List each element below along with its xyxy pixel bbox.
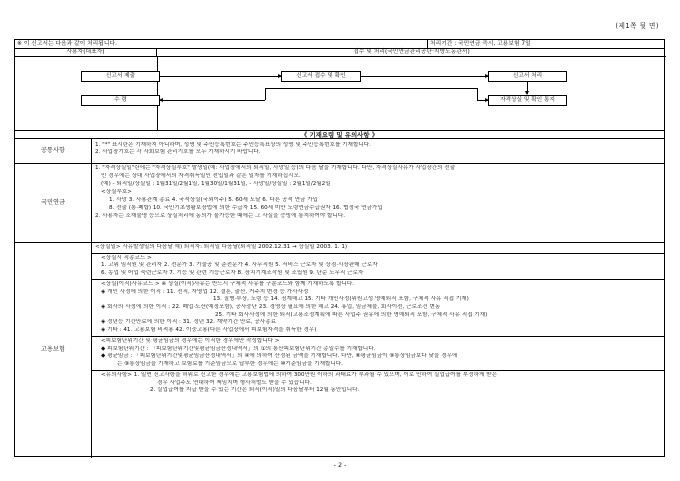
processing-notice: ※ 이 신고서는 다음과 같이 처리됩니다.	[17, 41, 117, 47]
flow-notify-box: 자격상실 및 확인 통지	[488, 95, 567, 106]
pension-line-2: 인 경우에는 상대 사업장에서의 자격취득일인 전입일과 같은 일자를 기재하십시오.	[101, 172, 301, 179]
emp-reason-company-2: 25. 기타 회사사정에 의한 퇴직(고용조정계획에 따른 사업주 권유에 의한 명예퇴직 포함, 구체적 사유 직접 기재)	[215, 311, 488, 318]
flow-receive-box: 수 령	[81, 95, 160, 106]
flow-arrow-left-icon	[160, 100, 265, 101]
processing-header	[15, 40, 664, 49]
emp-insured-period-heading: <피보험단위기간 및 평균임금의 경우에는 이직한 경우에만 작성합니다 >	[101, 337, 280, 344]
pension-loss-codes-2: 8. 전출 (통·폐합) 10. 국민기초생활보장법에 의한 수급자 15. 60세 미만 노령연금수급권자 16. 협정국 연금가입	[109, 204, 383, 211]
emp-average-wage-2: 는 ⑨통상임금을 기재하고 보험료를 기준임금으로 납부한 경우에는 ⑩기준임금을 기재합니다.	[117, 361, 343, 368]
common-line-2: 2. 사업장기호는 각 사회보험 관리기호를 모두 기재하시기 바랍니다.	[95, 149, 261, 156]
emp-job-code-2: 6. 농업 및 어업 숙련근로자 7. 기능 및 관련 기능근로자 8. 장치기계조작원 및 조립원 9. 단순 노무직 근로자	[101, 270, 364, 277]
common-section	[15, 139, 664, 164]
emp-reason-personal: ◈ 개인 사정에 의한 이직 : 11. 전직, 자영업 12. 결혼, 출산, 거주지 변경 등 가사사정	[101, 288, 309, 295]
emp-caution-1b: 경우 사업주도 연대하여 책임지며 형사처벌도 받을 수 있습니다.	[157, 379, 312, 386]
processing-period: 처리기간 : 국민연금 즉시, 고용보험 7일	[430, 41, 531, 47]
emp-reason-company: ◈ 회사의 사정에 의한 이직 : 22. 폐업·도산(예정포함), 공사중단 23. 경영상 필요에 의한 해고 24. 휴업, 임금체불, 회사이전, 근로조건 변동	[101, 304, 441, 311]
flow-arrow-down-icon	[527, 82, 528, 94]
emp-job-code-heading: <상실시 직종코드 >	[101, 254, 152, 261]
pension-label: 국민연금	[15, 164, 92, 242]
processor-column-heading: 접수 및 처리(국민연금관리공단·지방노동관서)	[157, 49, 666, 57]
flow-receipt-box: 신고서 접수 및 확인	[281, 71, 361, 82]
emp-reason-heading: <상실(이직)사유코드 > ※ 상실(이직)사유는 반드시 구체적 사유를 구분코드와 함께 기재하도록 합니다.	[101, 280, 355, 287]
pension-section	[15, 164, 664, 243]
flow-arrow-right-icon	[361, 76, 488, 77]
pension-line-3: (예) - 퇴직일/상실일 : 1월31일/2월1일, 1월30일/1월31일, - 사망일/상실일 : 2월1일/2월2일	[101, 180, 331, 187]
emp-reason-retire: ◈ 정년등 기간만료에 의한 이직 : 31. 정년 32. 계약기간 만료, 공사종료	[101, 319, 277, 326]
pension-loss-codes-1: 1. 사망 3. 사용관계 종료 4. 국적상실(국외이주) 5. 60세 도달 6. 다른 공적 연금 가입	[109, 196, 318, 203]
flow-arrow-right-icon	[160, 76, 281, 77]
emp-caution-2: 2. 실업급여를 지급 받을 수 있는 기간은 퇴직(이직)일의 다음날부터 12월 동안입니다.	[150, 387, 360, 394]
emp-insured-period: ◆ 피보험단위기간 : 「피보험단위기간및평균임금산정내역서」의 ①의 통산피보험단위기간 총일수를 기재합니다.	[101, 345, 376, 352]
emp-reason-personal-2: 13. 질병·부상, 노령 등 14. 징계해고 15. 기타 개인사정(위원고성 명예퇴직 포함, 구체적 사유 직접 기재)	[213, 296, 469, 303]
pension-line-4: 2. 사용자는 소재불명 등으로 상실처리에 동의가 불가능한 때에는 그 사실을 증빙에 통지하여야 합니다.	[95, 212, 345, 219]
emp-reason-other: ◈ 기타 : 41. 고용보험 비적용 42. 이중고용(다른 사업장에서 피보험자격을 취득한 경우)	[101, 327, 317, 334]
flow-process-box: 신고서 처리	[488, 71, 567, 82]
page-number: - 2 -	[333, 461, 347, 469]
employment-section	[15, 243, 664, 458]
guide-title: 《 기재요령 및 유의사항 》	[15, 130, 664, 139]
form-frame	[14, 39, 665, 457]
employment-label: 고용보험	[15, 243, 92, 458]
page-label: (제1쪽 뒷 면)	[615, 22, 659, 30]
emp-average-wage: ◆ 평균임금 : 「피보험단위기간및평균임금산정내역서」의 ④에 의하여 산정된 금액을 기재합니다. 다만, ⑧평균임금이 ⑨통상임금보다 낮을 경우에	[101, 353, 458, 360]
emp-caution-1: <유의사항> 1. 일면 신고사항을 허위로 신고한 경우에는 고용보험법에 의하여 300만원 이하의 과태료가 부과될 수 있으며, 이로 인하여 실업급여를 부정하게 받은	[101, 371, 497, 378]
emp-loss-date: <상실일> 사유발생일의 다음날 예) 퇴직자: 퇴직일 다음날(퇴직일 2002.12.31 → 상실일 2003. 1. 1)	[95, 244, 348, 250]
common-line-1: 1. "*" 표시란은 기재하지 아니하며, 성명 및 주민등록번호는 주민등록표상의 성명 및 주민등록번호를 기재합니다.	[95, 142, 371, 148]
pension-loss-codes-heading: <상실부호>	[101, 188, 132, 195]
flow-submit-box: 신고서 제출	[81, 71, 160, 82]
applicant-column-heading: 사용자(대표자)	[15, 49, 157, 57]
pension-line-1: 1. "자격상실일"란에는 "자격상실부호" 발생일(예: 사업장에서의 퇴직일, 사망일 등)의 다음 날을 기재합니다. 다만, 자격상실사유가 사업장간의 전출	[95, 165, 456, 171]
common-label: 공통사항	[15, 139, 92, 163]
emp-job-code-1: 1. 고위 임직원 및 관리자 2. 전문가 3. 기술공 및 준전문가 4. 사무직원 5. 서비스 근로자 및 상점·시장판매 근로자	[101, 262, 378, 269]
